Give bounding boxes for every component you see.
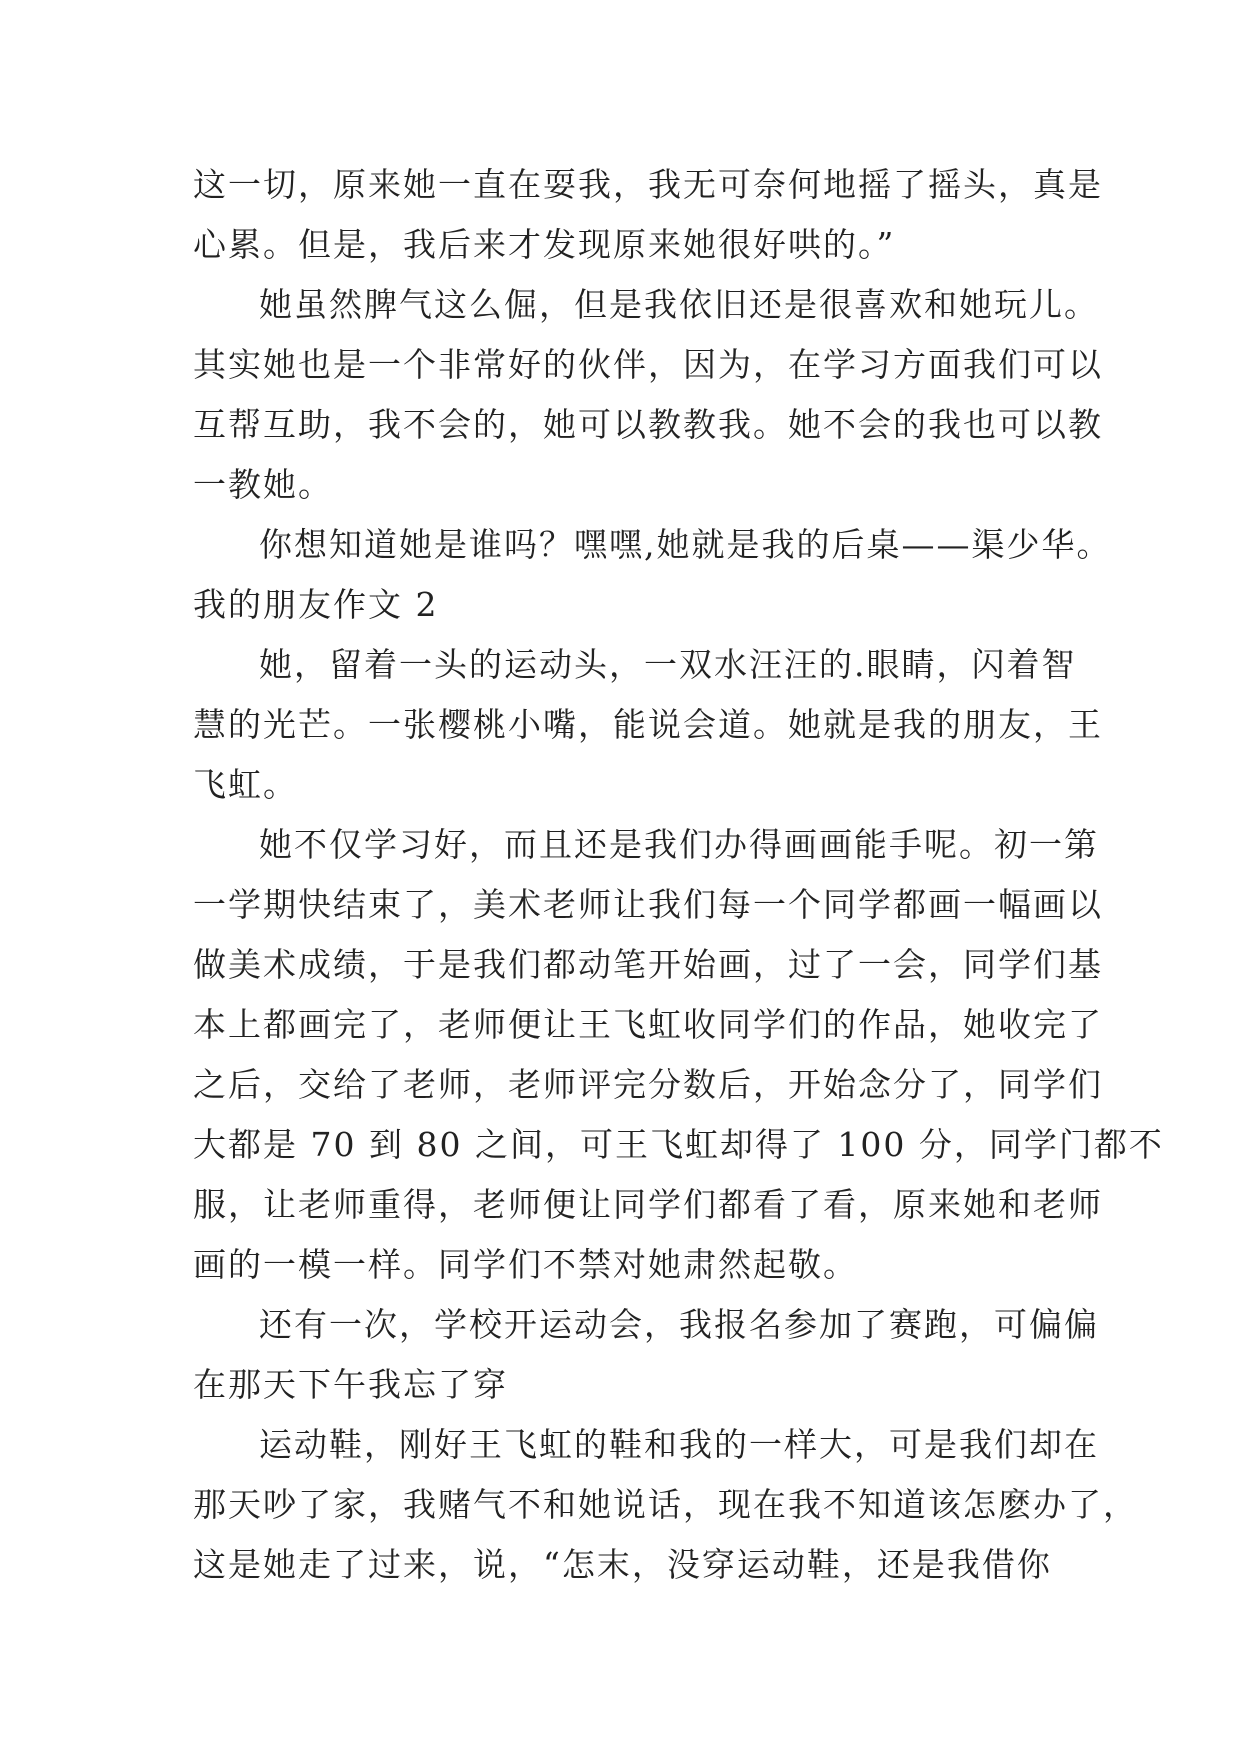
- text-line: 互帮互助，我不会的，她可以教教我。她不会的我也可以教: [193, 405, 1103, 444]
- text-line: 你想知道她是谁吗？嘿嘿,她就是我的后桌——渠少华。: [259, 525, 1112, 564]
- text-line: 本上都画完了，老师便让王飞虹收同学们的作品，她收完了: [193, 1005, 1103, 1044]
- text-line: 这一切，原来她一直在耍我，我无可奈何地摇了摇头，真是: [193, 165, 1103, 204]
- text-line: 服，让老师重得，老师便让同学们都看了看，原来她和老师: [193, 1185, 1103, 1224]
- text-line: 这是她走了过来，说，“怎末，没穿运动鞋，还是我借你: [193, 1545, 1052, 1584]
- section-heading: 我的朋友作文 2: [193, 585, 439, 624]
- text-line: 慧的光芒。一张樱桃小嘴，能说会道。她就是我的朋友，王: [193, 705, 1103, 744]
- text-line: 那天吵了家，我赌气不和她说话，现在我不知道该怎麽办了，: [193, 1485, 1138, 1524]
- text-line: 飞虹。: [193, 765, 298, 804]
- text-line: 画的一模一样。同学们不禁对她肃然起敬。: [193, 1245, 858, 1284]
- text-line: 大都是 70 到 80 之间，可王飞虹却得了 100 分，同学门都不: [193, 1125, 1164, 1164]
- text-line: 做美术成绩，于是我们都动笔开始画，过了一会，同学们基: [193, 945, 1103, 984]
- text-line: 一学期快结束了，美术老师让我们每一个同学都画一幅画以: [193, 885, 1103, 924]
- text-line: 她虽然脾气这么倔，但是我依旧还是很喜欢和她玩儿。: [259, 285, 1099, 324]
- text-line: 之后，交给了老师，老师评完分数后，开始念分了，同学们: [193, 1065, 1103, 1104]
- document-body: [193, 155, 1164, 1595]
- text-line: 运动鞋，刚好王飞虹的鞋和我的一样大，可是我们却在: [259, 1425, 1099, 1464]
- text-line: 她，留着一头的运动头，一双水汪汪的.眼睛，闪着智: [259, 645, 1077, 684]
- text-line: 心累。但是，我后来才发现原来她很好哄的。”: [193, 225, 896, 264]
- text-line: 她不仅学习好，而且还是我们办得画画能手呢。初一第: [259, 825, 1099, 864]
- text-line: 在那天下午我忘了穿: [193, 1365, 508, 1404]
- text-line: 一教她。: [193, 465, 333, 504]
- text-line: 还有一次，学校开运动会，我报名参加了赛跑，可偏偏: [259, 1305, 1099, 1344]
- text-line: 其实她也是一个非常好的伙伴，因为，在学习方面我们可以: [193, 345, 1103, 384]
